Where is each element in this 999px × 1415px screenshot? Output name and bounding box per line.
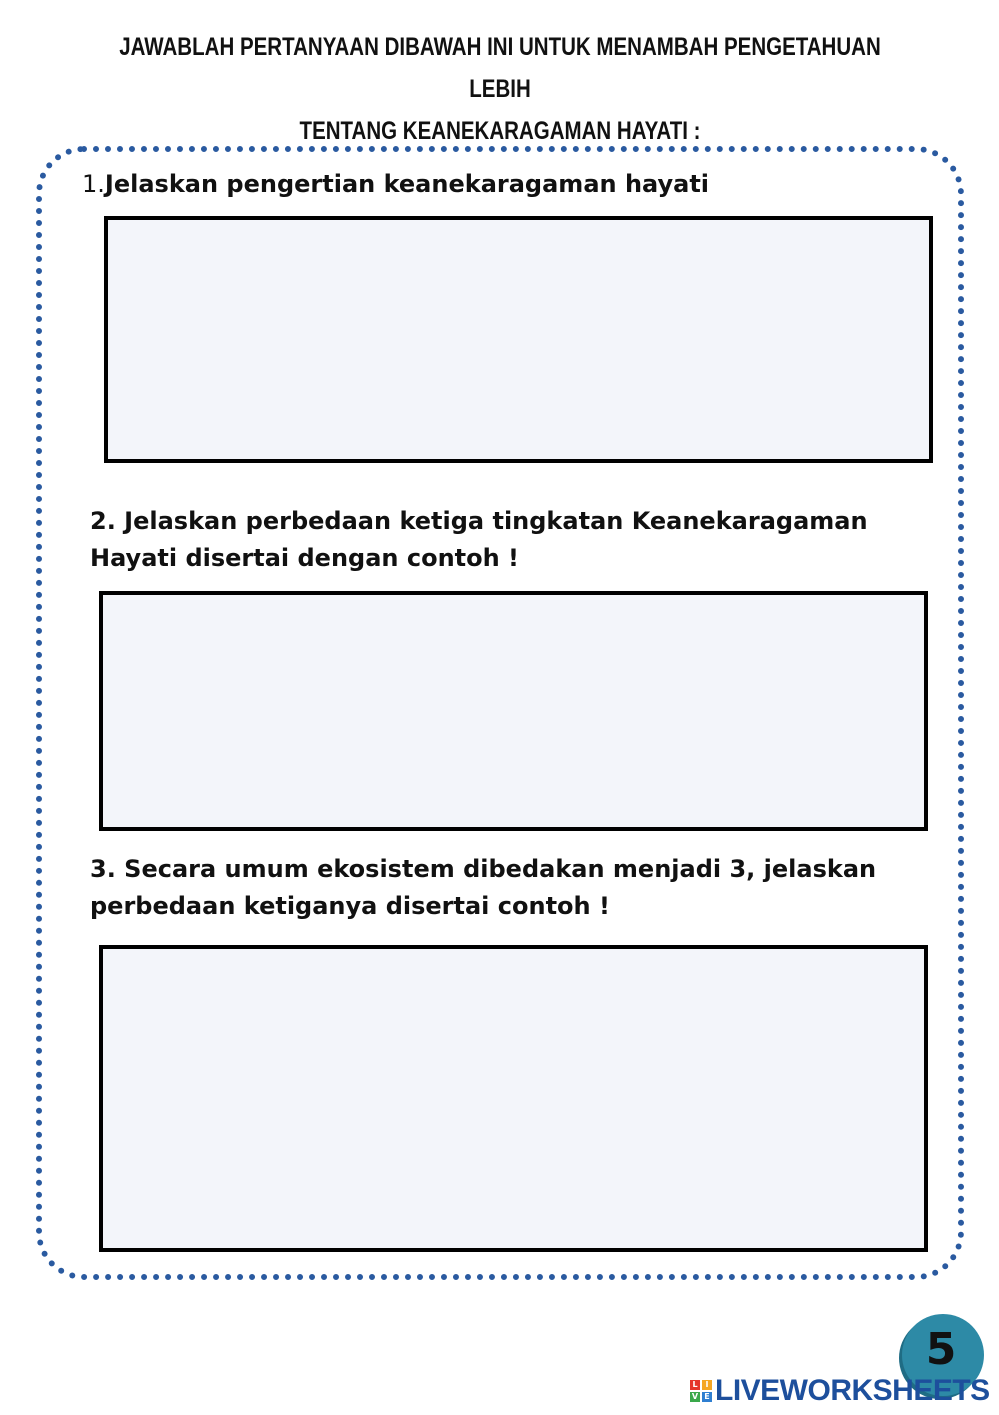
- answer-box-2[interactable]: [99, 591, 928, 831]
- question-1-text: Jelaskan pengertian keanekaragaman hayati: [104, 170, 710, 198]
- logo-mark-icon: [690, 1380, 712, 1402]
- logo-letter-e: E: [702, 1392, 712, 1402]
- question-2: 2. Jelaskan perbedaan ketiga tingkatan Keanekaragaman Hayati disertai dengan contoh !: [90, 507, 868, 572]
- question-1: [82, 166, 709, 203]
- page-number: 5: [925, 1324, 957, 1375]
- question-1-number: 1.: [82, 170, 105, 198]
- answer-box-1[interactable]: [104, 216, 933, 463]
- logo-letter-i: I: [702, 1380, 712, 1390]
- liveworksheets-logo[interactable]: [690, 1374, 990, 1408]
- logo-letter-l: L: [690, 1380, 700, 1390]
- question-3: 3. Secara umum ekosistem dibedakan menjadi 3, jelaskan perbedaan ketiganya disertai contoh !: [90, 855, 877, 920]
- logo-text: LIVEWORKSHEETS: [715, 1374, 990, 1407]
- title-line-1: JAWABLAH PERTANYAAN DIBAWAH INI UNTUK MENAMBAH PENGETAHUAN LEBIH: [119, 33, 881, 103]
- answer-box-3[interactable]: [99, 945, 928, 1252]
- page-title: [115, 26, 886, 152]
- logo-letter-v: V: [691, 1392, 699, 1401]
- title-line-2: TENTANG KEANEKARAGAMAN HAYATI :: [299, 117, 701, 145]
